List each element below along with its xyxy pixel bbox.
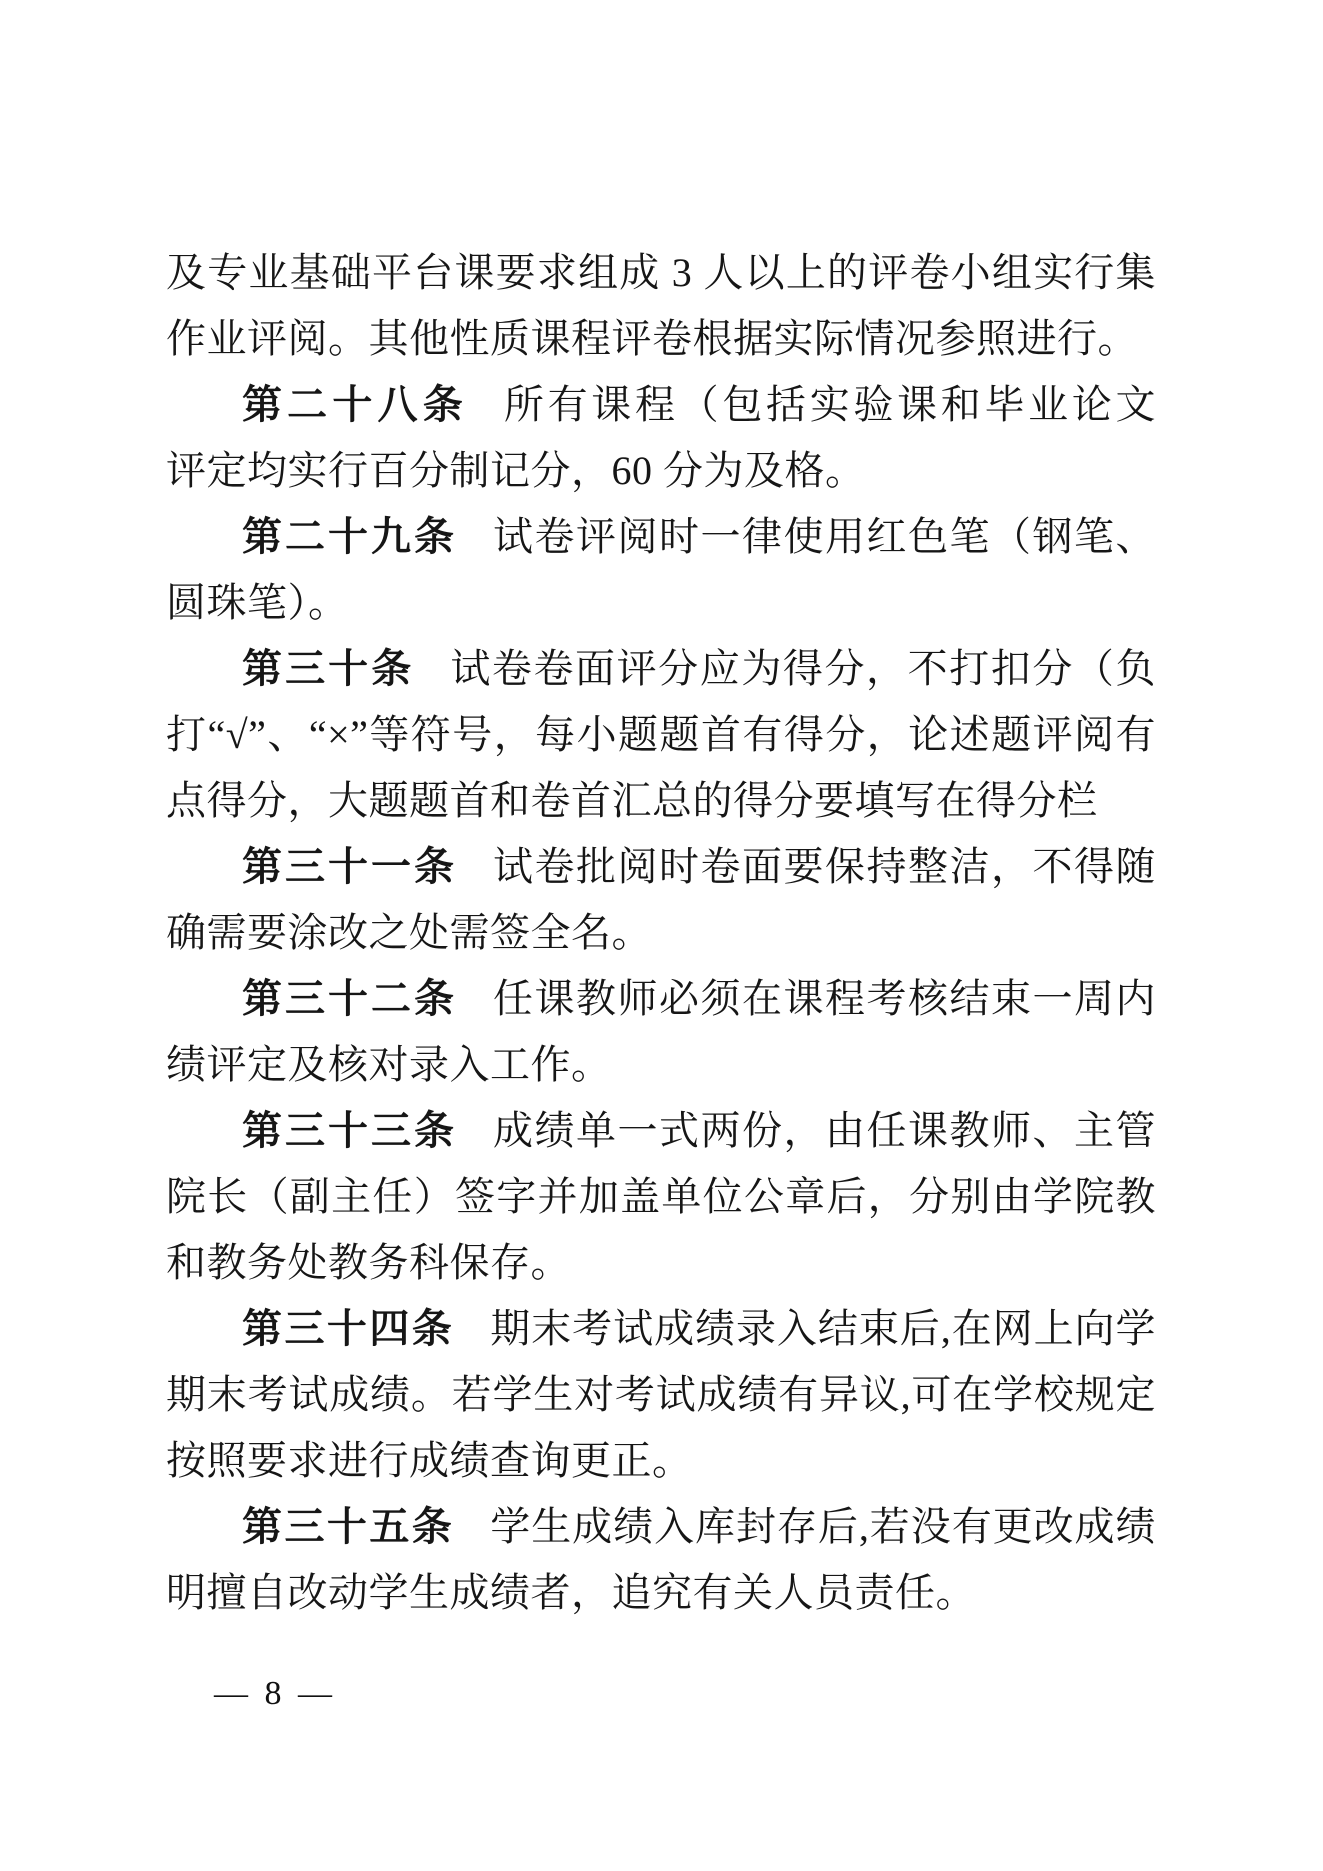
body-text: 打“√”、“×”等符号，每小题题首有得分，论述题评阅有 — [166, 712, 1156, 757]
text-line-p2-l1 — [166, 570, 1156, 636]
body-text: 任课教师必须在课程考核结束一周内 — [493, 976, 1156, 1021]
article-number: 第二十九条 — [242, 515, 457, 559]
body-text: 试卷评阅时一律使用红色笔（钢笔、 — [493, 514, 1156, 559]
text-line-p3-l1 — [166, 702, 1156, 768]
body-text: 试卷卷面评分应为得分，不打扣分（负 — [450, 646, 1156, 691]
text-line-p2-l0 — [166, 504, 1156, 570]
body-text: 学生成绩入库封存后,若没有更改成绩 — [490, 1504, 1156, 1549]
body-text: 所有课程（包括实验课和毕业论文 — [503, 382, 1156, 427]
body-text: 圆珠笔）。 — [166, 580, 349, 625]
body-text: 点得分，大题题首和卷首汇总的得分要填写在得分栏 — [166, 778, 1098, 823]
text-line-p1-l1 — [166, 438, 1156, 504]
body-text: 按照要求进行成绩查询更正。 — [166, 1438, 693, 1483]
article-number: 第三十四条 — [242, 1307, 455, 1351]
text-line-p7-l1 — [166, 1362, 1156, 1428]
article-number: 第三十一条 — [242, 845, 457, 889]
article-number: 第三十条 — [242, 647, 415, 691]
text-line-p0-l1 — [166, 306, 1156, 372]
text-line-p7-l0 — [166, 1296, 1156, 1362]
article-number: 第三十五条 — [242, 1505, 455, 1549]
text-line-p8-l1 — [166, 1560, 1156, 1626]
body-text: 成绩单一式两份，由任课教师、主管 — [493, 1108, 1156, 1153]
text-line-p5-l1 — [166, 1032, 1156, 1098]
text-line-p6-l1 — [166, 1164, 1156, 1230]
body-text: 确需要涂改之处需签全名。 — [166, 910, 652, 955]
text-line-p5-l0 — [166, 966, 1156, 1032]
article-number: 第二十八条 — [242, 383, 468, 427]
text-line-p3-l0 — [166, 636, 1156, 702]
body-text: 明擅自改动学生成绩者，追究有关人员责任。 — [166, 1570, 976, 1615]
text-line-p4-l0 — [166, 834, 1156, 900]
body-text: 期末考试成绩。若学生对考试成绩有异议,可在学校规定 — [166, 1372, 1156, 1417]
body-text: 绩评定及核对录入工作。 — [166, 1042, 612, 1087]
text-line-p3-l2 — [166, 768, 1156, 834]
text-line-p0-l0 — [166, 240, 1156, 306]
text-line-p6-l0 — [166, 1098, 1156, 1164]
body-text: 及专业基础平台课要求组成 3 人以上的评卷小组实行集 — [166, 250, 1156, 295]
text-line-p8-l0 — [166, 1494, 1156, 1560]
text-line-p1-l0 — [166, 372, 1156, 438]
article-number: 第三十三条 — [242, 1109, 457, 1153]
body-text: 试卷批阅时卷面要保持整洁，不得随 — [493, 844, 1156, 889]
body-text: 期末考试成绩录入结束后,在网上向学 — [490, 1306, 1156, 1351]
body-text: 院长（副主任）签字并加盖单位公章后，分别由学院教 — [166, 1174, 1156, 1219]
text-line-p4-l1 — [166, 900, 1156, 966]
text-line-p6-l2 — [166, 1230, 1156, 1296]
body-text: 评定均实行百分制记分，60 分为及格。 — [166, 448, 866, 493]
body-text: 和教务处教务科保存。 — [166, 1240, 571, 1285]
text-line-p7-l2 — [166, 1428, 1156, 1494]
article-number: 第三十二条 — [242, 977, 457, 1021]
body-text: 作业评阅。其他性质课程评卷根据实际情况参照进行。 — [166, 316, 1138, 361]
document-body — [166, 240, 1156, 1626]
page-number: — 8 — — [214, 1675, 336, 1712]
